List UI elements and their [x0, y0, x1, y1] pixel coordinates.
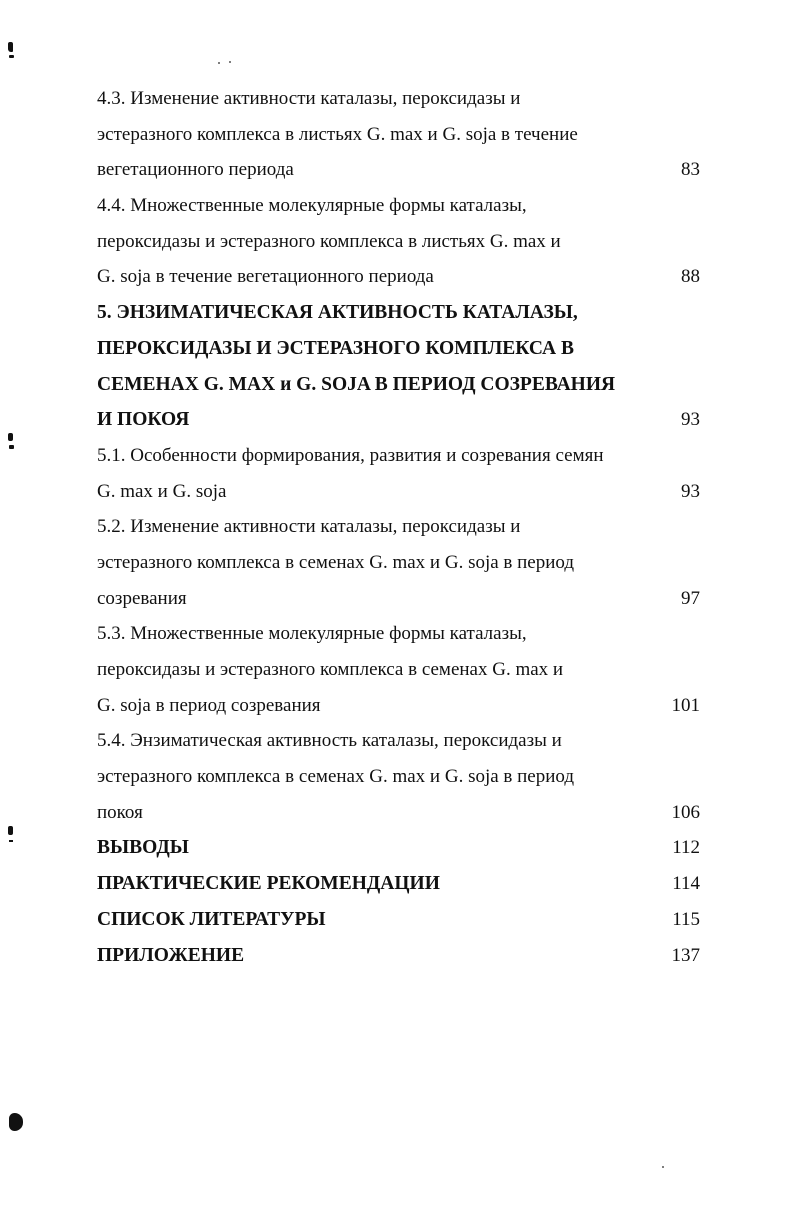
scan-mark [8, 826, 13, 835]
toc-entry [97, 652, 700, 688]
toc-entry-page: 101 [671, 694, 700, 716]
toc-entry [97, 474, 700, 510]
toc-entry-page: 93 [681, 480, 700, 502]
toc-entry-page: 83 [681, 159, 700, 181]
toc-entry-page: 114 [672, 873, 700, 895]
toc-entry [97, 759, 700, 795]
toc-entry-text: 4.3. Изменение активности каталазы, пероксидазы и [97, 88, 521, 109]
toc-entry-page: 88 [681, 266, 700, 288]
scan-mark [9, 445, 14, 449]
toc-entry [97, 259, 700, 295]
toc-chapter-heading [97, 331, 700, 367]
toc-entry-text: эстеразного комплекса в семенах G. max и G. soja в период [97, 766, 575, 788]
toc-entry-page: 106 [671, 801, 700, 823]
toc-entry [97, 438, 700, 474]
toc-entry [97, 581, 700, 617]
toc-entry-text: СЕМЕНАХ G. MAX и G. SOJA В ПЕРИОД СОЗРЕВАНИЯ [97, 373, 616, 395]
table-of-contents [97, 81, 700, 973]
toc-entry-text: СПИСОК ЛИТЕРАТУРЫ [97, 908, 326, 930]
toc-entry-page: 137 [671, 944, 700, 966]
toc-entry-text: созревания [97, 587, 187, 609]
toc-entry-text: ПРАКТИЧЕСКИЕ РЕКОМЕНДАЦИИ [97, 873, 440, 895]
toc-entry-text: эстеразного комплекса в семенах G. max и G. soja в период [97, 551, 575, 573]
toc-entry [97, 795, 700, 831]
toc-chapter-heading [97, 402, 700, 438]
scan-mark [9, 840, 13, 842]
toc-entry [97, 688, 700, 724]
toc-entry [97, 117, 700, 153]
toc-entry [97, 152, 700, 188]
toc-entry-text: покоя [97, 801, 143, 823]
scan-mark [9, 1113, 23, 1131]
toc-entry-text: эстеразного комплекса в листьях G. max и G. soja в течение [97, 123, 578, 145]
toc-entry-page: 97 [681, 587, 700, 609]
toc-entry-text: 4.4. Множественные молекулярные формы каталазы, [97, 195, 527, 217]
scan-speck [662, 1166, 664, 1168]
toc-chapter-heading [97, 830, 700, 866]
toc-entry-page: 112 [672, 837, 700, 859]
toc-entry-text: пероксидазы и эстеразного комплекса в семенах G. max и [97, 659, 564, 680]
toc-entry-text: вегетационного периода [97, 159, 294, 181]
toc-entry-text: 5.1. Особенности формирования, развития и созревания семян [97, 444, 604, 466]
toc-entry-text: 5.3. Множественные молекулярные формы каталазы, [97, 623, 527, 645]
toc-entry-text: ПЕРОКСИДАЗЫ И ЭСТЕРАЗНОГО КОМПЛЕКСА В [97, 337, 574, 359]
toc-entry [97, 616, 700, 652]
toc-entry-text: ПРИЛОЖЕНИЕ [97, 944, 245, 966]
scan-mark [9, 55, 14, 58]
toc-entry [97, 188, 700, 224]
scan-speck [218, 62, 220, 64]
scan-speck [229, 61, 231, 63]
toc-chapter-heading [97, 938, 700, 974]
toc-entry-text: И ПОКОЯ [97, 409, 190, 431]
toc-chapter-heading [97, 902, 700, 938]
toc-entry-text: 5. ЭНЗИМАТИЧЕСКАЯ АКТИВНОСТЬ КАТАЛАЗЫ, [97, 302, 578, 324]
toc-entry [97, 81, 700, 117]
scan-mark [8, 42, 13, 52]
toc-entry-text: G. soja в течение вегетационного периода [97, 266, 434, 288]
toc-chapter-heading [97, 866, 700, 902]
toc-entry-text: пероксидазы и эстеразного комплекса в листьях G. max и [97, 230, 561, 252]
toc-entry-text: ВЫВОДЫ [97, 837, 189, 859]
scan-mark [8, 433, 13, 441]
toc-entry-text: 5.4. Энзиматическая активность каталазы, пероксидазы и [97, 730, 562, 752]
toc-entry [97, 545, 700, 581]
toc-entry [97, 509, 700, 545]
toc-entry [97, 723, 700, 759]
toc-entry-text: 5.2. Изменение активности каталазы, пероксидазы и [97, 516, 521, 538]
toc-entry-page: 115 [672, 908, 700, 930]
toc-entry-text: G. max и G. soja [97, 480, 227, 502]
toc-entry-page: 93 [681, 409, 700, 431]
toc-chapter-heading [97, 295, 700, 331]
toc-entry [97, 224, 700, 260]
toc-entry-text: G. soja в период созревания [97, 694, 321, 716]
toc-chapter-heading [97, 367, 700, 403]
